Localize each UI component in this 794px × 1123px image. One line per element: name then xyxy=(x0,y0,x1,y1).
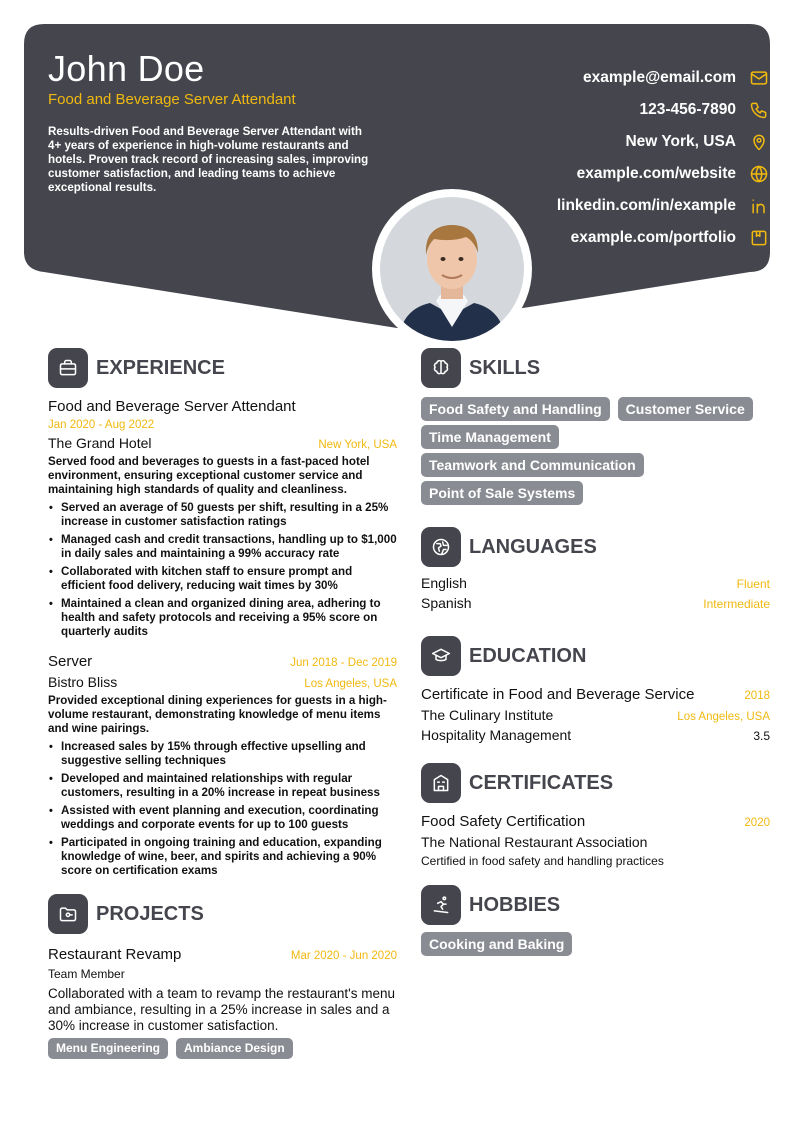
projects-header xyxy=(48,894,397,934)
contact-website-text[interactable]: example.com/website xyxy=(576,165,736,182)
right-column xyxy=(421,348,770,960)
job-bullets xyxy=(48,740,397,878)
languages-list xyxy=(421,575,770,615)
project-dates: Mar 2020 - Jun 2020 xyxy=(290,950,397,962)
skills-header xyxy=(421,348,770,388)
globe-icon xyxy=(748,163,770,185)
candidate-role: Food and Beverage Server Attendant xyxy=(48,91,296,108)
education-location: Los Angeles, USA xyxy=(677,711,770,723)
contact-location-text: New York, USA xyxy=(625,133,736,150)
job-description: Served food and beverages to guests in a fast-paced hotel environment, ensuring exceptional customer service and maintaining high standards of quality and cleanliness. xyxy=(48,455,370,496)
language-name: Spanish xyxy=(421,595,472,611)
job-entry xyxy=(48,398,397,639)
contact-website[interactable] xyxy=(410,158,770,190)
project-tag: Ambiance Design xyxy=(176,1038,293,1059)
project-tag: Menu Engineering xyxy=(48,1038,168,1059)
certificate-description: Certified in food safety and handling practices xyxy=(421,854,664,868)
experience-title: EXPERIENCE xyxy=(96,356,225,379)
experience-header xyxy=(48,348,397,388)
job-entry xyxy=(48,653,397,878)
skill-tag: Time Management xyxy=(421,425,559,449)
profile-summary: Results-driven Food and Beverage Server Attendant with 4+ years of experience in high-volume restaurants and hotels. Proven track record of increasing sales, improving customer satisfaction, and leading teams to achieve exceptional results. xyxy=(48,125,369,194)
project-role: Team Member xyxy=(48,967,125,981)
language-icon xyxy=(421,527,461,567)
skiing-icon xyxy=(421,885,461,925)
language-level: Fluent xyxy=(736,577,770,591)
profile-photo xyxy=(372,189,532,349)
candidate-name: John Doe xyxy=(48,48,205,89)
profile-photo-image xyxy=(380,197,524,341)
education-title: EDUCATION xyxy=(469,644,587,667)
hobby-tag: Cooking and Baking xyxy=(421,932,572,956)
job-company: The Grand Hotel xyxy=(48,435,152,451)
contact-portfolio-text[interactable]: example.com/portfolio xyxy=(570,229,736,246)
folder-icon xyxy=(48,894,88,934)
hobbies-header xyxy=(421,885,770,925)
contact-phone[interactable] xyxy=(410,94,770,126)
job-location: Los Angeles, USA xyxy=(304,678,397,690)
contact-email[interactable] xyxy=(410,62,770,94)
briefcase-icon xyxy=(48,348,88,388)
education-header xyxy=(421,636,770,676)
job-bullet: • Increased sales by 15% through effective upselling and suggestive selling techniques xyxy=(48,740,397,768)
project-entry xyxy=(48,946,397,1059)
languages-title: LANGUAGES xyxy=(469,535,597,558)
job-title: Food and Beverage Server Attendant xyxy=(48,398,296,415)
skill-tag: Customer Service xyxy=(618,397,753,421)
skills-title: SKILLS xyxy=(469,356,541,379)
education-gpa: 3.5 xyxy=(753,729,770,743)
linkedin-icon xyxy=(748,195,770,217)
certificate-name: Food Safety Certification xyxy=(421,813,586,830)
job-bullet: • Managed cash and credit transactions, handling up to $1,000 in daily sales and maintaining a 99% accuracy rate xyxy=(48,533,397,561)
certificates-header xyxy=(421,763,770,803)
mail-icon xyxy=(748,67,770,89)
graduation-cap-icon xyxy=(421,636,461,676)
project-name: Restaurant Revamp xyxy=(48,946,182,963)
hobbies-title: HOBBIES xyxy=(469,893,561,916)
certificate-year: 2020 xyxy=(744,817,770,829)
job-bullet: • Developed and maintained relationships with regular customers, resulting in a 20% increase in repeat business xyxy=(48,772,397,800)
job-dates: Jan 2020 - Aug 2022 xyxy=(48,419,155,431)
hobbies-list xyxy=(421,932,770,960)
job-bullet: • Assisted with event planning and execution, coordinating weddings and corporate events for up to 100 guests xyxy=(48,804,397,832)
skill-tag: Food Safety and Handling xyxy=(421,397,610,421)
job-bullet: • Served an average of 50 guests per shift, resulting in a 25% increase in customer satisfaction ratings xyxy=(48,501,397,529)
contact-linkedin-text[interactable]: linkedin.com/in/example xyxy=(556,197,736,214)
certificates-title: CERTIFICATES xyxy=(469,771,614,794)
contact-location xyxy=(410,126,770,158)
job-location: New York, USA xyxy=(318,439,397,451)
job-company: Bistro Bliss xyxy=(48,674,118,690)
job-bullet: • Collaborated with kitchen staff to ensure prompt and efficient food delivery, reducing wait times by 30% xyxy=(48,565,397,593)
phone-icon xyxy=(748,99,770,121)
building-icon xyxy=(421,763,461,803)
location-pin-icon xyxy=(748,131,770,153)
projects-title: PROJECTS xyxy=(96,902,204,925)
education-entry xyxy=(421,686,770,743)
education-school: The Culinary Institute xyxy=(421,707,554,723)
language-level: Intermediate xyxy=(703,597,770,611)
certificate-entry xyxy=(421,813,770,868)
job-dates: Jun 2018 - Dec 2019 xyxy=(290,657,397,669)
left-column xyxy=(48,348,397,1059)
languages-header xyxy=(421,527,770,567)
job-bullets xyxy=(48,501,397,639)
certificate-issuer: The National Restaurant Association xyxy=(421,834,648,850)
brain-icon xyxy=(421,348,461,388)
education-field: Hospitality Management xyxy=(421,727,572,743)
skill-tag: Teamwork and Communication xyxy=(421,453,644,477)
language-name: English xyxy=(421,575,467,591)
project-description: Collaborated with a team to revamp the restaurant's menu and ambiance, resulting in a 25% increase in sales and a 30% increase in customer satisfaction. xyxy=(48,986,396,1033)
contact-phone-text[interactable]: 123-456-7890 xyxy=(639,101,736,118)
education-degree: Certificate in Food and Beverage Service xyxy=(421,686,695,703)
skill-tag: Point of Sale Systems xyxy=(421,481,583,505)
contact-email-text[interactable]: example@email.com xyxy=(583,69,736,86)
job-description: Provided exceptional dining experiences for guests in a high-volume restaurant, demonstrating knowledge of menu items and wine pairings. xyxy=(48,694,387,735)
skills-list xyxy=(421,397,770,509)
education-year: 2018 xyxy=(744,690,770,702)
portfolio-icon xyxy=(748,227,770,249)
job-bullet: • Maintained a clean and organized dining area, adhering to health and safety protocols and receiving a 95% score on quarterly audits xyxy=(48,597,397,639)
job-title: Server xyxy=(48,653,93,670)
job-bullet: • Participated in ongoing training and education, expanding knowledge of wine, beer, and spirits and achieving a 90% score on certification exams xyxy=(48,836,397,878)
